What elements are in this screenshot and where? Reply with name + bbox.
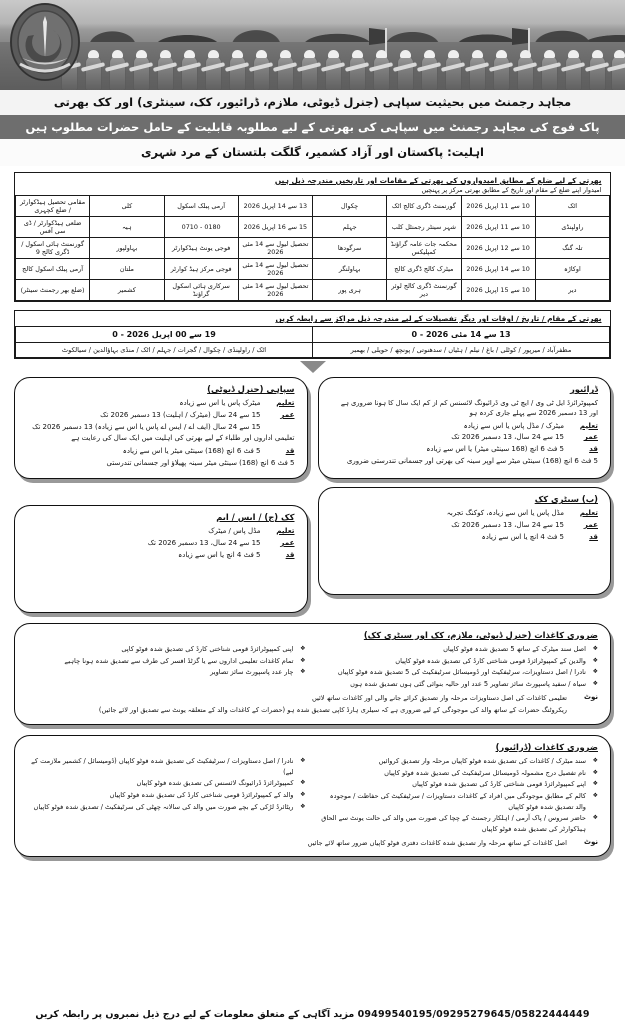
list-item: ❖ والد کے کمپیوٹرائزڈ قومی شناختی کارڈ کی تصدیق شدہ فوٹو کاپیاں [27, 790, 306, 801]
field-value: میٹرک / مڈل پاس یا اس سے زیادہ [463, 421, 564, 430]
field-value: 15 سے 24 سال (میٹرک / اہلیت) 13 دسمبر 2026 تک [100, 411, 261, 420]
contact-centres-table [14, 310, 611, 359]
field-label: قد [589, 531, 598, 541]
docs-general-right-column [320, 644, 599, 691]
field-label: تعلیم [579, 508, 598, 518]
list-item: ❖ حاضر سروس / پاک آرمی / اہلکار رجمنٹ کے چچا کی صورت میں والد کی حالت یونٹ سے الحاق ہیڈکوارٹر کی تصدیق شدہ فوٹو کاپیاں [320, 813, 599, 834]
table-caption-row [16, 173, 610, 196]
cell-district: اٹک [535, 196, 609, 217]
criteria-row-one [14, 377, 611, 479]
list-item: ❖ چار عدد پاسپورٹ سائز تصاویر [27, 667, 306, 678]
panel-general-duty [14, 377, 308, 479]
list-item: ❖ کالم کے مطابق موجودگی میں افراد کے کاغذات دستاویزات / سرٹیفکیٹ کی حفاظت / موجودہ والد تصدیق شدہ فوٹو کاپیاں [320, 791, 599, 812]
table-row [16, 259, 610, 280]
cell-district: راولپنڈی [535, 217, 609, 238]
contact-footer-text: مزید آگاہی کے متعلق معلومات کے لیے درج ذیل نمبروں پر رابطہ کریں [35, 1009, 355, 1020]
field-label: عمر [280, 410, 295, 420]
cell-place: 0180 - 0710 [164, 217, 238, 238]
cell-place: مقامی تحصیل ہیڈکوارٹر / ضلع کچہری [16, 196, 90, 217]
criteria-row-two [14, 487, 611, 613]
table-row [16, 217, 610, 238]
panel-gd-age-2 [27, 422, 295, 433]
pakistan-army-mujahid-force-crest-icon [6, 2, 84, 86]
field-label: تعلیم [276, 398, 295, 408]
docs-driver-title: ضروری کاغذات (ڈرائیور) [495, 741, 598, 752]
venue-date-right: 19 سے 00 اپریل 2026 - 0 [16, 327, 313, 343]
venue-places-row [16, 343, 610, 358]
panel-driver-extra: 5 فٹ 6 انچ (168) سینٹی میٹر سے اوپر سینہ کی بھرتی اور جسمانی تندرستی ضروری [346, 457, 598, 466]
docs-general-title: ضروری کاغذات (جنرل ڈیوٹی، ملازم، کک اور سیٹری کک) [363, 630, 598, 641]
field-value: 5 فٹ 6 انچ (168 سینٹی میٹر) یا اس سے زیادہ [426, 445, 564, 454]
field-value: 15 سے 24 سال (ایف اے / ایس اے پاس یا اس سے زیادہ) 13 دسمبر 2026 تک [32, 422, 261, 431]
panel-gd-extra-2: 5 فٹ 6 انچ (168) سینٹی میٹر سینہ پھیلاؤ اور جسمانی تندرستی [106, 458, 295, 467]
panel-driver-height [331, 444, 599, 455]
cell-district: ہری پور [313, 280, 387, 301]
list-item: ❖ تمام کاغذات تعلیمی اداروں سے یا گزٹڈ افسر کی طرف سے تصدیق شدہ ہونا چاہیے [27, 656, 306, 667]
field-label: قد [589, 444, 598, 454]
venue-places-left: مظفرآباد / میرپور / کوٹلی / باغ / نیلم / ہٹیاں / سدھنوتی / پونچھ / حویلی / بھمبر [313, 343, 610, 358]
note-label: نوٹ [583, 837, 598, 846]
cell-place: فوجی یونٹ ہیڈکوارٹر [164, 238, 238, 259]
panel-driver-education [331, 421, 599, 432]
panel-gd-education [27, 398, 295, 409]
list-item: ❖ والدین کے کمپیوٹرائزڈ قومی شناختی کارڈ کی تصدیق شدہ فوٹو کاپیاں [320, 656, 599, 667]
field-value: 15 سے 24 سال، 13 دسمبر 2026 تک [451, 433, 564, 442]
cell-date: تحصیل لیول سے 14 مئی 2026 [238, 280, 312, 301]
cell-district: بہاولپور [90, 238, 164, 259]
cell-place: سرکاری ہائی اسکول گراؤنڈ [164, 280, 238, 301]
note-text: اصل کاغذات کے ساتھ مرحلہ وار تصدیق شدہ کاغذات دفتری فوٹو کاپیاں ضرور ساتھ لائے جائیں [307, 838, 567, 847]
cell-place: گورنمنٹ ہائی اسکول / ڈگری کالج 9 [16, 238, 90, 259]
list-item: ❖ سند میٹرک / کاغذات کی تصدیق شدہ فوٹو کاپیاں مرحلہ وار تصدیق کروائیں [320, 756, 599, 767]
list-item: ❖ نادرا / اصل دستاویزات، سرٹیفکیٹ اور ڈومیسائل سرٹیفکیٹ کی 5 تصدیق شدہ فوٹو کاپیاں [320, 667, 599, 678]
cell-place: آرمی پبلک اسکول [164, 196, 238, 217]
list-item: ❖ اصل سند میٹرک کے ساتھ 5 تصدیق شدہ فوٹو کاپیاں [320, 644, 599, 655]
cell-district: ملتان [90, 259, 164, 280]
list-item: ❖ کمپیوٹرائزڈ ڈرائیونگ لائسنس کی تصدیق شدہ فوٹو کاپیاں [27, 778, 306, 789]
panel-gd-height [27, 446, 295, 457]
field-label: تعلیم [579, 420, 598, 430]
venue-caption: بھرتی کے مقام / تاریخ / اوقات اور دیگر تفصیلات کے لیے مندرجہ ذیل مراکز سے رابطہ کریں [275, 314, 602, 324]
contact-footer [0, 1009, 625, 1020]
cell-date: 13 سے 14 اپریل 2026 [238, 196, 312, 217]
cell-district: بہاولنگر [313, 259, 387, 280]
note-label [572, 705, 598, 716]
panel-docs-general [14, 623, 611, 725]
down-arrow-icon [300, 361, 326, 373]
field-label: تعلیم [276, 526, 295, 536]
cell-district: دیر [535, 280, 609, 301]
docs-driver-columns [27, 756, 598, 836]
note-label: نوٹ [583, 692, 598, 701]
table-row [16, 196, 610, 217]
cell-district: کلی [90, 196, 164, 217]
panel-gd-age-1 [27, 410, 295, 421]
docs-general-note-2 [27, 705, 598, 716]
field-label: قد [285, 549, 295, 559]
panel-driver [318, 377, 612, 479]
list-item: ❖ نادرا / اصل دستاویزات / سرٹیفکیٹ کی تصدیق شدہ فوٹو کاپیاں (ڈومیسائل / کشمیر ملازمت کے لیے) [27, 756, 306, 777]
panel-general-duty-title: سپاہی (جنرل ڈیوٹی) [207, 384, 295, 395]
table-row [16, 280, 610, 301]
table-caption-line2: امیدوار اپنے ضلع کے مقام اور تاریخ کے مطابق بھرتی مرکز پر پہنچیں [421, 186, 602, 195]
banner-photo [0, 0, 625, 90]
field-value: 15 سے 24 سال، 13 دسمبر 2026 تک [147, 538, 261, 547]
panel-cook-height [27, 550, 295, 561]
cell-date: 10 سے 11 اپریل 2026 [461, 196, 535, 217]
panel-sentry-cook-title: (ب) سیٹری کک [534, 494, 598, 505]
panel-cook [14, 505, 308, 613]
poster-eligibility: اہلیت: پاکستان اور آزاد کشمیر، گلگت بلتستان کے مرد شہری [0, 139, 625, 166]
docs-general-left-column [27, 644, 306, 691]
list-item: ❖ نام تفصیل درج مشمولہ ڈومیسائل سرٹیفکیٹ کی تصدیق شدہ فوٹو کاپیاں [320, 768, 599, 779]
docs-general-note-1 [27, 693, 598, 704]
table-row [16, 238, 610, 259]
cell-date: تحصیل لیول سے 14 مئی 2026 [238, 259, 312, 280]
cell-date: 10 سے 14 اپریل 2026 [461, 259, 535, 280]
list-item: ❖ ریٹائرڈ لڑکی کے بچے صورت میں والد کی سالانہ چھٹی کی سرٹیفکیٹ / تصدیق شدہ فوٹو کاپیاں [27, 802, 306, 813]
cell-district: تلہ گنگ [535, 238, 609, 259]
cell-district: جہلم [313, 217, 387, 238]
panel-cook-age [27, 538, 295, 549]
cell-place: گورنمنٹ ڈگری کالج اٹک [387, 196, 461, 217]
cell-place: آرمی پبلک اسکول کالج [16, 259, 90, 280]
field-value: مڈل پاس یا اس سے زیادہ، کوکنگ تجربہ [446, 509, 564, 518]
field-value: میٹرک پاس یا اس سے زیادہ [179, 399, 261, 408]
cell-date: 10 سے 12 اپریل 2026 [461, 238, 535, 259]
cell-district: چکوال [313, 196, 387, 217]
poster-title-primary: مجاہد رجمنٹ میں بحیثیت سپاہی (جنرل ڈیوٹی، ملازم، ڈرائیور، کک، سینٹری) اور کک بھرتی [0, 90, 625, 115]
panel-driver-age [331, 432, 599, 443]
panel-sc-education [331, 508, 599, 519]
panel-driver-note: کمپیوٹرائزڈ ایل ٹی وی / ایچ ٹی وی ڈرائیونگ لائسنس کم از کم ایک سال کا ہونا ضروری ہے اور 13 دسمبر 2026 سے پہلے جاری کردہ ہو [340, 399, 598, 418]
panel-sc-height [331, 532, 599, 543]
venue-places-right: اٹک / راولپنڈی / چکوال / گجرات / جہلم / اٹک / منڈی بہاؤالدین / سیالکوٹ [16, 343, 313, 358]
list-item: ❖ اپنی کمپیوٹرائزڈ قومی شناختی کارڈ کی تصدیق شدہ فوٹو کاپی [27, 644, 306, 655]
cell-place: فوجی مرکز ہیڈ کوارٹر [164, 259, 238, 280]
banner-treeline [0, 6, 625, 46]
field-value: 5 فٹ 4 انچ یا اس سے زیادہ [178, 550, 261, 559]
panel-gd-extra-1: تعلیمی اداروں اور طلباء کے لیے بھرتی کی اہلیت میں ایک سال کی رعایت ہے [71, 434, 295, 443]
field-label: قد [285, 445, 295, 455]
cell-date: 10 سے 11 اپریل 2026 [461, 217, 535, 238]
docs-general-columns [27, 644, 598, 691]
field-label: عمر [583, 519, 598, 529]
venue-date-left: 13 سے 14 مئی 2026 - 0 [313, 327, 610, 343]
panel-driver-title: ڈرائیور [569, 384, 598, 395]
cell-place: گورنمنٹ ڈگری کالج لوئر دیر [387, 280, 461, 301]
cell-place: ضلعی ہیڈکوارٹر / ڈی سی آفس [16, 217, 90, 238]
venue-dates-row [16, 327, 610, 343]
panel-sentry-cook [318, 487, 612, 595]
cell-date: تحصیل لیول سے 14 مئی 2026 [238, 238, 312, 259]
docs-driver-right-column [320, 756, 599, 836]
cell-district: ہیہ [90, 217, 164, 238]
cell-district: سرگودھا [313, 238, 387, 259]
field-value: 5 فٹ 6 انچ (168) سینٹی میٹر یا اس سے زیادہ [122, 446, 261, 455]
recruitment-schedule-table [14, 172, 611, 302]
troops-row [0, 44, 625, 90]
list-item: ❖ اپنے کمپیوٹرائزڈ قومی شناختی کارڈ کی تصدیق شدہ فوٹو کاپیاں [320, 779, 599, 790]
cell-place: میٹرک کالج ڈگری کالج [387, 259, 461, 280]
note-text: ریکروٹنگ حضرات کے ساتھ والد کی موجودگی کے لیے ضروری ہے کہ سیلری ہارڈ کاپی تصدیق شدہ ہو (حضرات کے کاغذات والد کے متعلقہ یونٹ سے تصدیق اور لائے جائیں) [98, 706, 567, 715]
field-value: 5 فٹ 4 انچ یا اس سے زیادہ [481, 532, 564, 541]
venue-caption-row [16, 311, 610, 327]
field-label: عمر [280, 537, 295, 547]
panel-cook-education [27, 526, 295, 537]
panel-cook-title: کک (ج) / ایس / ایم [216, 512, 295, 523]
field-value: مڈل پاس / میٹرک [208, 527, 261, 536]
cell-date: 10 سے 15 اپریل 2026 [461, 280, 535, 301]
panel-docs-driver [14, 735, 611, 857]
panel-sc-age [331, 520, 599, 531]
note-text: تعلیمی کاغذات کی اصل دستاویزات مرحلہ وار تصدیق کرائے جانے والی اور کاغذات ساتھ لائیں [311, 693, 567, 702]
cell-district: کشمیر [90, 280, 164, 301]
cell-district: اوکاڑہ [535, 259, 609, 280]
docs-driver-left-column [27, 756, 306, 836]
table-caption-line1: بھرتی کے لیے ضلع کے مطابق امیدواروں کی بھرتی کے مقامات اور تاریخیں مندرجہ ذیل ہیں [274, 176, 602, 185]
cell-place: شہر سینٹر رجمنٹل کلب [387, 217, 461, 238]
poster-title-secondary: پاک فوج کی مجاہد رجمنٹ میں سپاہی کی بھرتی کے لیے مطلوبہ قابلیت کے حامل حضرات مطلوب ہیں [0, 115, 625, 139]
list-item: ❖ سیاہ / سفید پاسپورٹ سائز تصاویر 5 عدد اور حالیہ بنوائی گئی ہوں تصدیق شدہ ہوں [320, 679, 599, 690]
contact-phone-numbers[interactable]: 09499540195/09295279645/05822444449 [357, 1009, 590, 1020]
cell-date: 15 سے 16 اپریل 2026 [238, 217, 312, 238]
cell-place: محکمہ جات عامہ گراؤنڈ کمپلیکس [387, 238, 461, 259]
field-value: 15 سے 24 سال، 13 دسمبر 2026 تک [451, 520, 564, 529]
field-label: عمر [583, 432, 598, 442]
cell-place: (ضلع بھر رجمنٹ سینٹر) [16, 280, 90, 301]
docs-driver-note-1 [27, 838, 598, 849]
